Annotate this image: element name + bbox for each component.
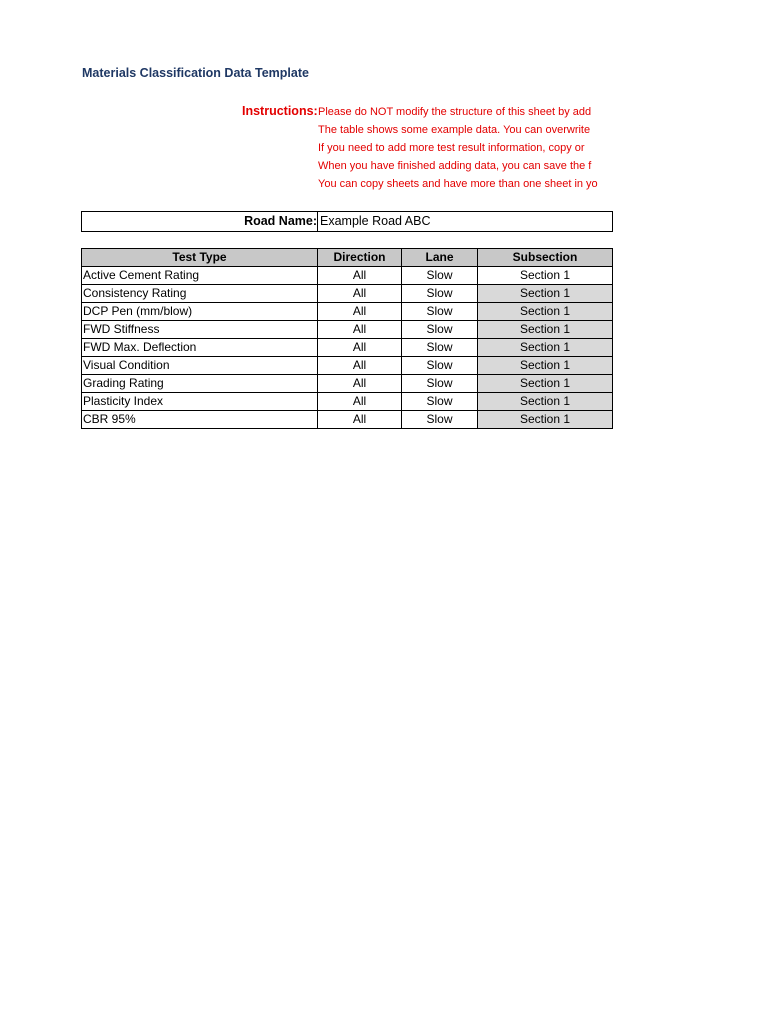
- instructions-label: Instructions:: [242, 104, 318, 118]
- table-row: [82, 357, 613, 375]
- cell-test-type[interactable]: Plasticity Index: [82, 393, 318, 411]
- cell-direction[interactable]: All: [318, 285, 402, 303]
- table-row: [82, 411, 613, 429]
- cell-subsection[interactable]: Section 1: [478, 375, 613, 393]
- cell-lane[interactable]: Slow: [402, 411, 478, 429]
- header-test-type: Test Type: [82, 249, 318, 267]
- cell-test-type[interactable]: FWD Stiffness: [82, 321, 318, 339]
- cell-subsection[interactable]: Section 1: [478, 285, 613, 303]
- header-lane: Lane: [402, 249, 478, 267]
- table-row: [82, 285, 613, 303]
- cell-test-type[interactable]: Grading Rating: [82, 375, 318, 393]
- cell-direction[interactable]: All: [318, 267, 402, 285]
- header-subsection: Subsection: [478, 249, 613, 267]
- table-row: [82, 375, 613, 393]
- cell-subsection[interactable]: Section 1: [478, 357, 613, 375]
- cell-test-type[interactable]: DCP Pen (mm/blow): [82, 303, 318, 321]
- cell-direction[interactable]: All: [318, 375, 402, 393]
- cell-subsection[interactable]: Section 1: [478, 411, 613, 429]
- cell-subsection[interactable]: Section 1: [478, 339, 613, 357]
- cell-direction[interactable]: All: [318, 303, 402, 321]
- instruction-line: If you need to add more test result information, copy or: [318, 142, 585, 154]
- cell-subsection[interactable]: Section 1: [478, 303, 613, 321]
- instructions-text: [318, 104, 612, 196]
- cell-test-type[interactable]: Active Cement Rating: [82, 267, 318, 285]
- cell-direction[interactable]: All: [318, 411, 402, 429]
- cell-test-type[interactable]: Visual Condition: [82, 357, 318, 375]
- cell-test-type[interactable]: Consistency Rating: [82, 285, 318, 303]
- cell-lane[interactable]: Slow: [402, 321, 478, 339]
- cell-lane[interactable]: Slow: [402, 267, 478, 285]
- instruction-line: You can copy sheets and have more than one sheet in yo: [318, 178, 598, 190]
- cell-direction[interactable]: All: [318, 339, 402, 357]
- table-row: [82, 393, 613, 411]
- table-row: [82, 303, 613, 321]
- table-row: [82, 339, 613, 357]
- test-data-table: [81, 248, 613, 429]
- cell-lane[interactable]: Slow: [402, 303, 478, 321]
- table-row: [82, 267, 613, 285]
- table-row: [82, 321, 613, 339]
- cell-test-type[interactable]: FWD Max. Deflection: [82, 339, 318, 357]
- cell-subsection[interactable]: Section 1: [478, 321, 613, 339]
- cell-direction[interactable]: All: [318, 357, 402, 375]
- cell-subsection[interactable]: Section 1: [478, 267, 613, 285]
- instruction-line: When you have finished adding data, you can save the f: [318, 160, 592, 172]
- cell-lane[interactable]: Slow: [402, 357, 478, 375]
- cell-direction[interactable]: All: [318, 393, 402, 411]
- road-name-value[interactable]: Example Road ABC: [320, 214, 431, 228]
- header-direction: Direction: [318, 249, 402, 267]
- cell-test-type[interactable]: CBR 95%: [82, 411, 318, 429]
- road-name-row: [81, 211, 613, 232]
- cell-lane[interactable]: Slow: [402, 285, 478, 303]
- instruction-line: Please do NOT modify the structure of this sheet by add: [318, 106, 592, 118]
- table-header-row: [82, 249, 613, 267]
- page-title: Materials Classification Data Template: [82, 66, 309, 80]
- road-name-label: Road Name:: [82, 212, 318, 231]
- cell-direction[interactable]: All: [318, 321, 402, 339]
- cell-lane[interactable]: Slow: [402, 393, 478, 411]
- cell-subsection[interactable]: Section 1: [478, 393, 613, 411]
- instruction-line: The table shows some example data. You can overwrite: [318, 124, 591, 136]
- cell-lane[interactable]: Slow: [402, 375, 478, 393]
- cell-lane[interactable]: Slow: [402, 339, 478, 357]
